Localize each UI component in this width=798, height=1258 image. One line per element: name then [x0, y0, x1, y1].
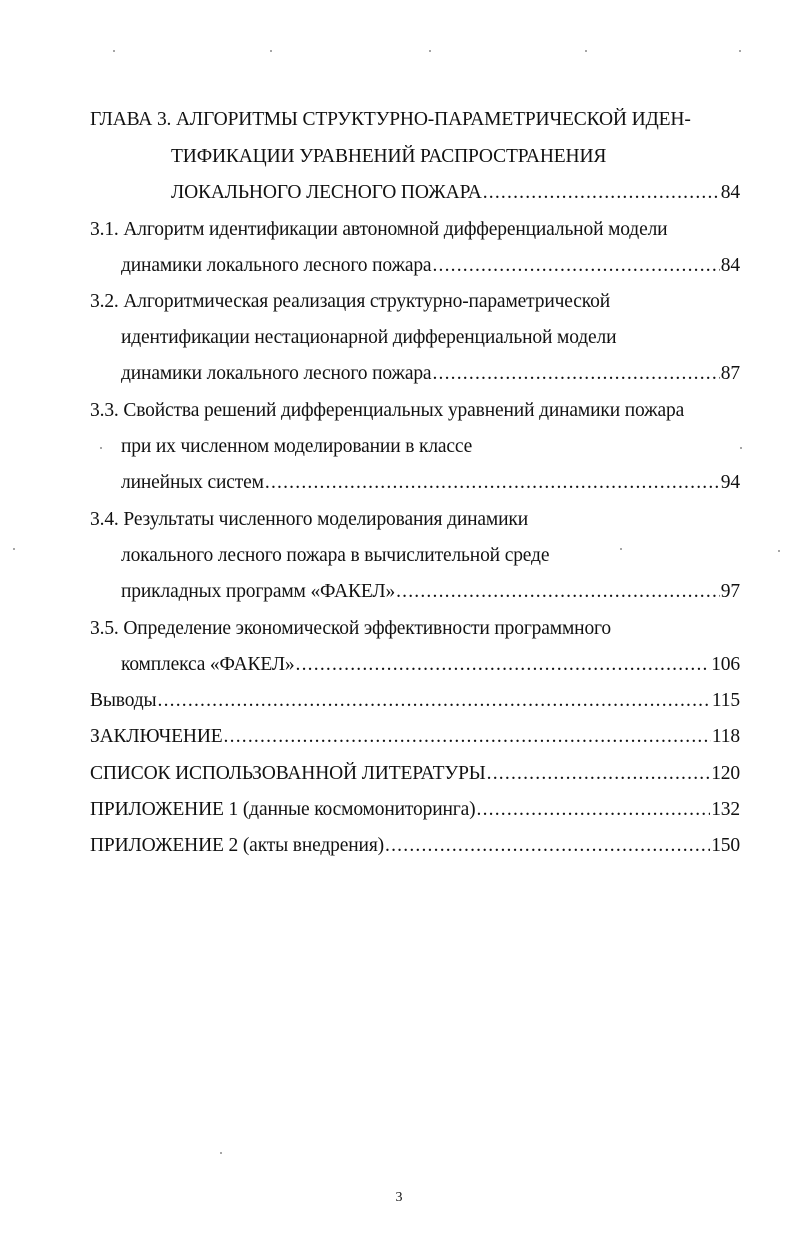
- dot-leader: [296, 653, 711, 677]
- dot-leader: [265, 471, 720, 495]
- scan-speck: [220, 1152, 222, 1154]
- toc-entry-appendix-1-text: ПРИЛОЖЕНИЕ 1 (данные космомониторинга): [90, 799, 476, 820]
- dot-leader: [477, 798, 711, 822]
- dot-leader: [432, 362, 719, 386]
- scan-speck: [270, 50, 272, 52]
- dot-leader: [432, 254, 719, 278]
- scan-speck: [585, 50, 587, 52]
- dot-leader: [396, 580, 720, 604]
- toc-entry-3-4-last: [121, 580, 740, 604]
- toc-entry-3-4-text: прикладных программ «ФАКЕЛ»: [121, 581, 396, 602]
- toc-entry-final-text: ЗАКЛЮЧЕНИЕ: [90, 726, 223, 747]
- toc-entry-conclusions-page: 115: [711, 690, 740, 711]
- toc-entry-references-page: 120: [711, 763, 740, 784]
- toc-entry-final-page: 118: [711, 726, 740, 747]
- toc-entry-3-1-text: динамики локального лесного пожара: [121, 255, 432, 276]
- toc-entry-3-2-line2: идентификации нестационарной дифференциальной модели: [121, 327, 617, 348]
- toc-entry-final: [90, 725, 740, 749]
- scan-speck: [620, 548, 622, 550]
- toc-entry-3-3-page: 94: [720, 472, 740, 493]
- scan-speck: [113, 50, 115, 52]
- toc-entry-3-2-page: 87: [720, 363, 740, 384]
- toc-entry-appendix-1-page: 132: [711, 799, 740, 820]
- toc-entry-3-3-last: [121, 471, 740, 495]
- dot-leader: [385, 834, 710, 858]
- toc-entry-3-1-line1: 3.1. Алгоритм идентификации автономной дифференциальной модели: [90, 219, 668, 240]
- chapter3-page: 84: [720, 182, 740, 203]
- toc-entry-3-4-page: 97: [720, 581, 740, 602]
- toc-entry-appendix-2-page: 150: [711, 835, 740, 856]
- toc-entry-3-1-last: [121, 254, 740, 278]
- toc-entry-3-2-text: динамики локального лесного пожара: [121, 363, 432, 384]
- toc-entry-3-2-last: [121, 362, 740, 386]
- toc-entry-3-2-line1: 3.2. Алгоритмическая реализация структурно-параметрической: [90, 291, 610, 312]
- scan-speck: [429, 50, 431, 52]
- toc-entry-3-3-line1: 3.3. Свойства решений дифференциальных уравнений динамики пожара: [90, 400, 685, 421]
- dot-leader: [483, 181, 720, 205]
- toc-entry-references-text: СПИСОК ИСПОЛЬЗОВАННОЙ ЛИТЕРАТУРЫ: [90, 763, 486, 784]
- toc-entry-conclusions: [90, 689, 740, 713]
- dot-leader: [224, 725, 711, 749]
- chapter3-title-line1: ГЛАВА 3. АЛГОРИТМЫ СТРУКТУРНО-ПАРАМЕТРИЧЕСКОЙ ИДЕН-: [90, 109, 691, 130]
- scan-speck: [739, 50, 741, 52]
- chapter3-title-line3: [171, 181, 740, 205]
- chapter3-title-line2: ТИФИКАЦИИ УРАВНЕНИЙ РАСПРОСТРАНЕНИЯ: [171, 146, 607, 167]
- dot-leader: [158, 689, 711, 713]
- page-number: 3: [395, 1190, 403, 1205]
- toc-entry-3-3-text: линейных систем: [121, 472, 264, 493]
- toc-entry-3-4-line2: локального лесного пожара в вычислительной среде: [121, 545, 550, 566]
- chapter3-title-text: ЛОКАЛЬНОГО ЛЕСНОГО ПОЖАРА: [171, 182, 482, 203]
- toc-entry-3-1-page: 84: [720, 255, 740, 276]
- scan-speck: [778, 550, 780, 552]
- toc-entry-appendix-2-text: ПРИЛОЖЕНИЕ 2 (акты внедрения): [90, 835, 385, 856]
- dot-leader: [487, 762, 711, 786]
- scan-speck: [100, 447, 102, 449]
- toc-entry-3-5-last: [121, 653, 740, 677]
- scan-speck: [740, 447, 742, 449]
- scan-speck: [13, 548, 15, 550]
- toc-entry-3-3-line2: при их численном моделировании в классе: [121, 436, 473, 457]
- toc-entry-3-5-page: 106: [711, 654, 740, 675]
- toc-entry-references: [90, 762, 740, 786]
- toc-entry-appendix-2: [90, 834, 740, 858]
- toc-entry-3-5-text: комплекса «ФАКЕЛ»: [121, 654, 295, 675]
- toc-entry-conclusions-text: Выводы: [90, 690, 157, 711]
- toc-entry-appendix-1: [90, 798, 740, 822]
- toc-entry-3-5-line1: 3.5. Определение экономической эффективности программного: [90, 618, 612, 639]
- toc-entry-3-4-line1: 3.4. Результаты численного моделирования динамики: [90, 509, 528, 530]
